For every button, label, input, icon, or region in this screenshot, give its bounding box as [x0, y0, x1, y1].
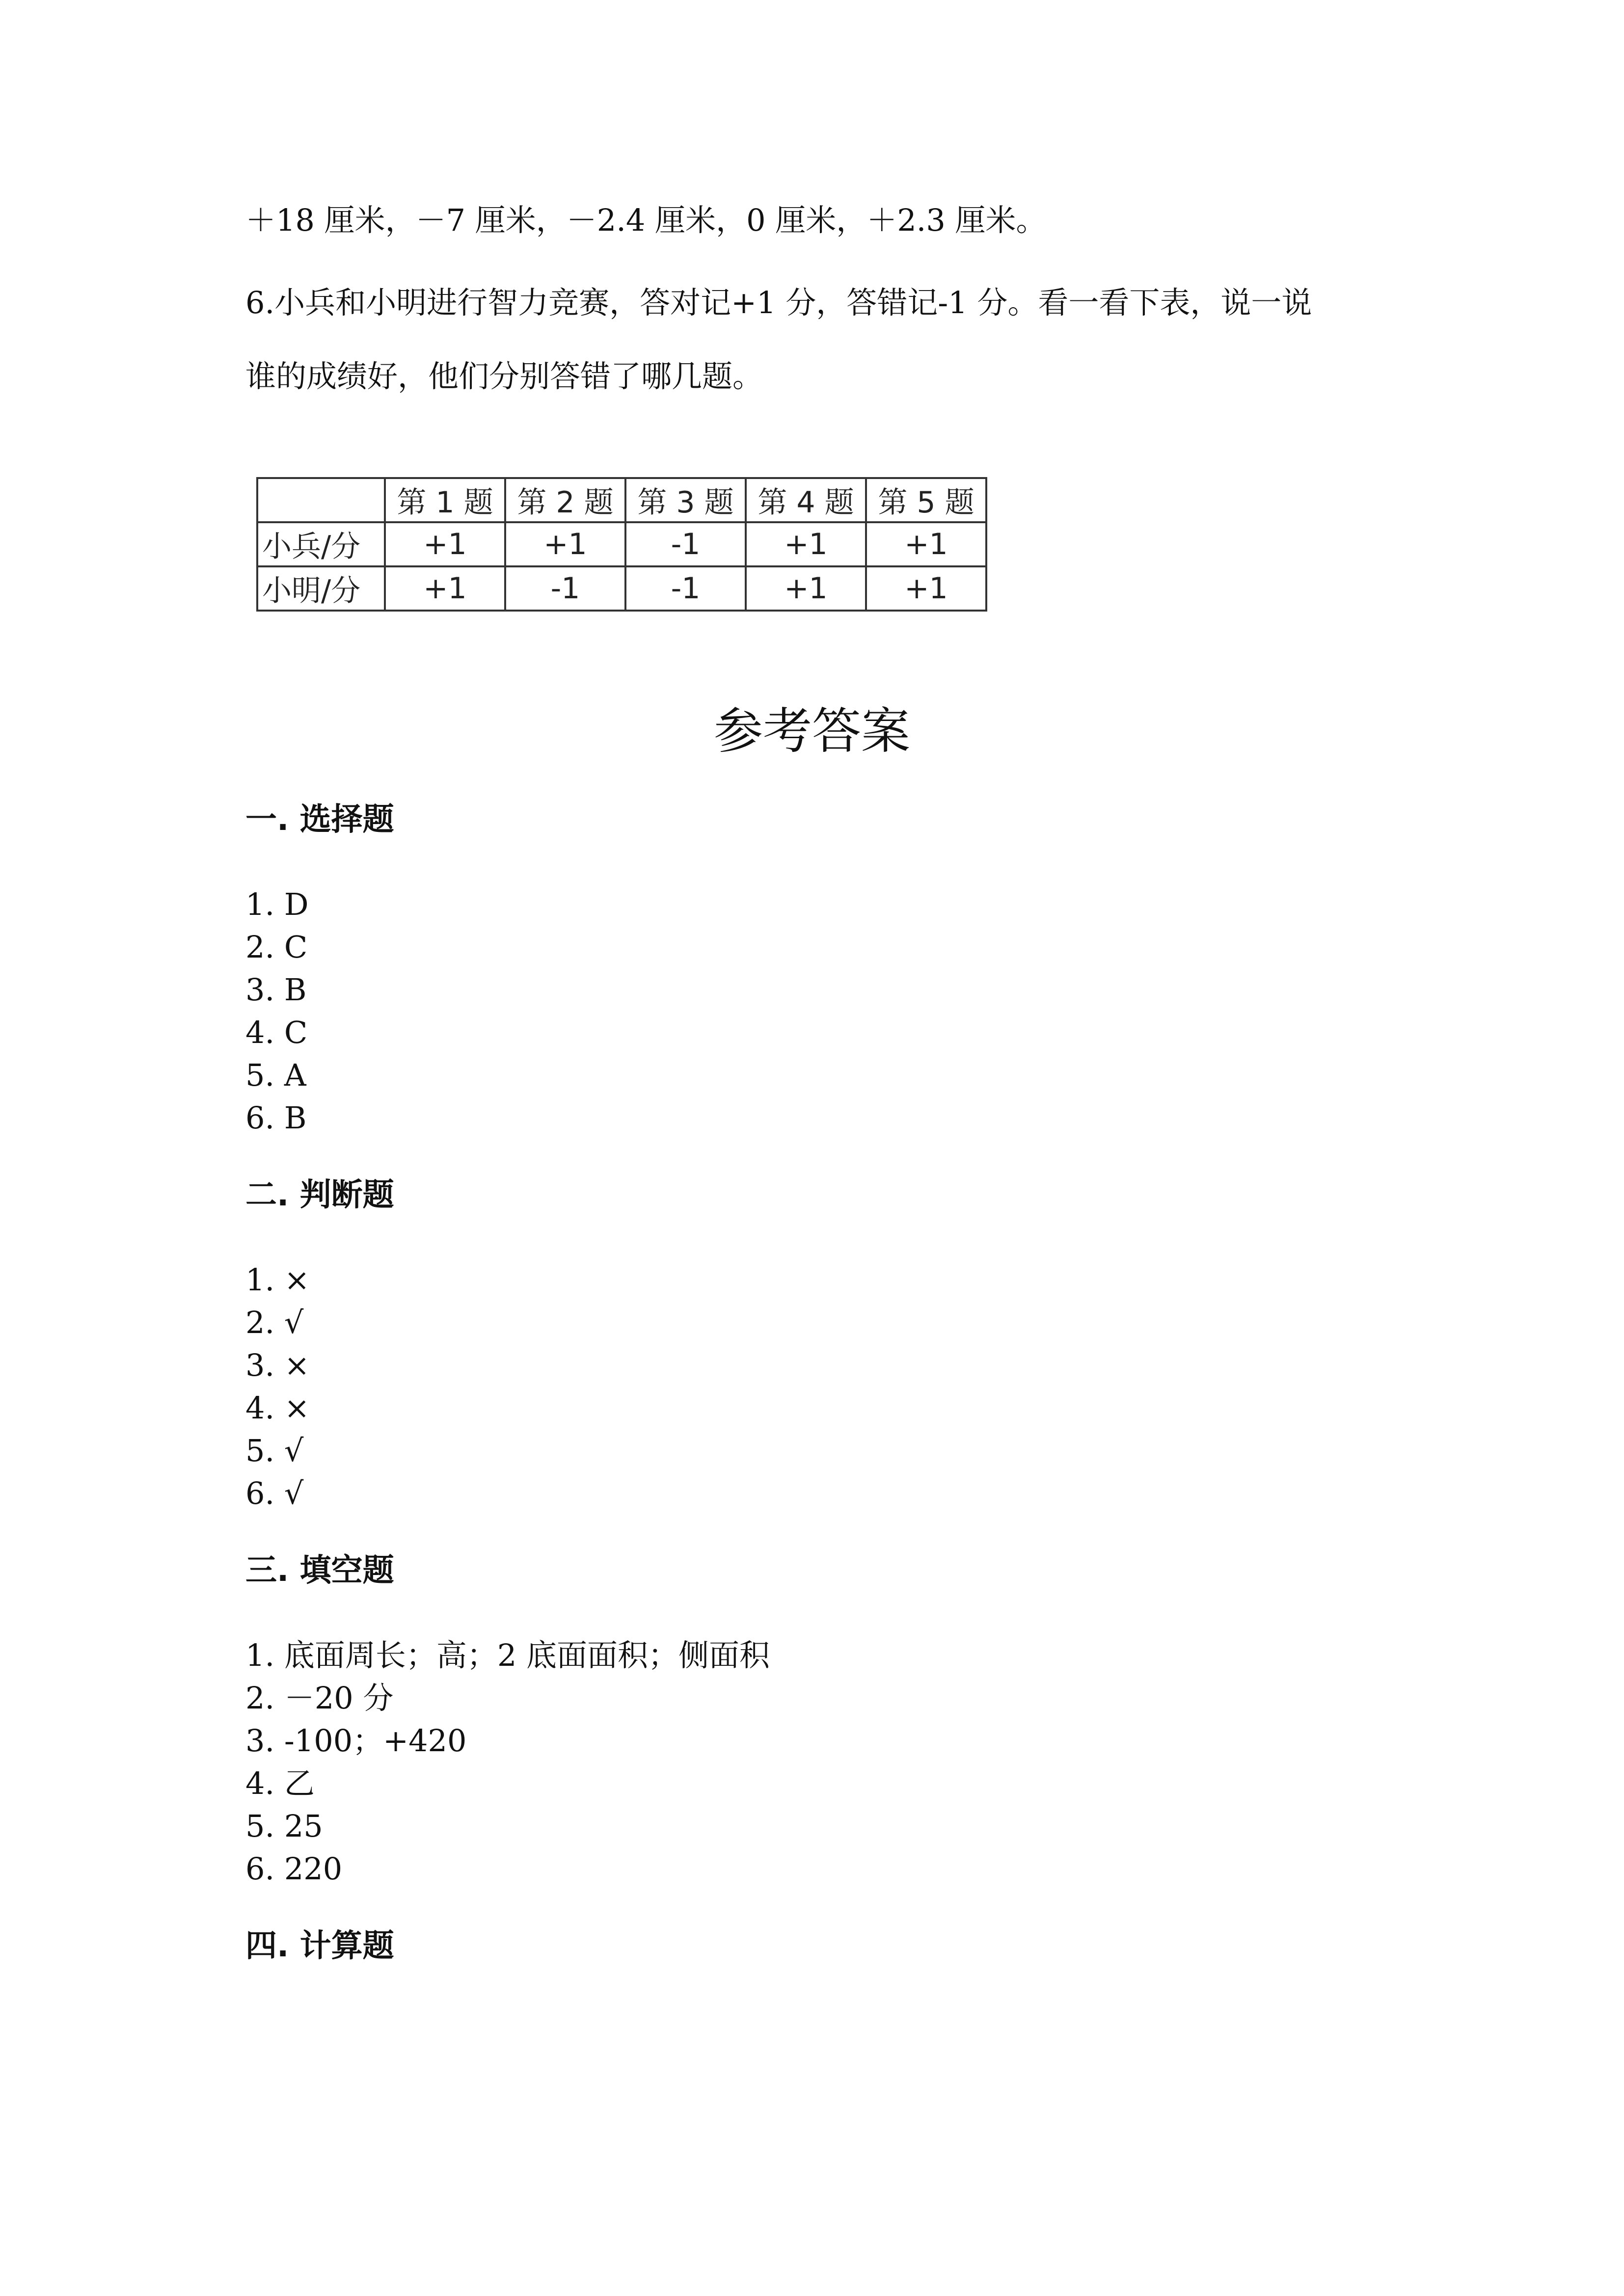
answer-item: 6. 220 [245, 1851, 343, 1887]
section-title-judgement: 二. 判断题 [245, 1177, 394, 1213]
question-6-text-line1: 6.小兵和小明进行智力竞赛，答对记+1 分，答错记-1 分。看一看下表，说一说 [245, 285, 1312, 320]
answer-item: 6. B [245, 1100, 307, 1136]
table-cell: +1 [746, 522, 866, 566]
answer-item: 4. 乙 [245, 1765, 315, 1801]
answer-item: 2. C [245, 929, 308, 965]
answer-item: 4. C [245, 1015, 308, 1050]
question-5-values-line: ＋18 厘米，－7 厘米，－2.4 厘米，0 厘米，＋2.3 厘米。 [245, 202, 1047, 238]
table-row [257, 522, 986, 566]
table-header-cell [257, 478, 385, 522]
table-cell: +1 [866, 522, 986, 566]
section-title-fill-blank: 三. 填空题 [245, 1552, 394, 1589]
answer-item: 3. × [245, 1347, 310, 1383]
answer-item: 1. 底面周长；高；2 底面面积；侧面积 [245, 1637, 770, 1673]
score-table [256, 477, 987, 612]
answer-item: 3. B [245, 972, 307, 1008]
table-cell: +1 [866, 566, 986, 611]
table-cell: +1 [746, 566, 866, 611]
answer-item: 4. × [245, 1390, 310, 1426]
answer-item: 5. √ [245, 1433, 304, 1468]
answer-item: 5. A [245, 1057, 306, 1093]
table-header-cell: 第 4 题 [746, 478, 866, 522]
table-cell: -1 [505, 566, 625, 611]
answer-item: 2. －20 分 [245, 1680, 394, 1716]
table-header-row [257, 478, 986, 522]
answer-item: 2. √ [245, 1305, 304, 1340]
table-row-label: 小兵/分 [257, 522, 385, 566]
answer-item: 6. √ [245, 1475, 304, 1511]
table-header-cell: 第 1 题 [385, 478, 505, 522]
table-cell: +1 [385, 566, 505, 611]
question-6-text-line2: 谁的成绩好，他们分别答错了哪几题。 [245, 358, 763, 394]
table-row [257, 566, 986, 611]
table-cell: -1 [625, 566, 746, 611]
table-cell: +1 [385, 522, 505, 566]
answer-item: 1. D [245, 886, 309, 922]
section-title-choice: 一. 选择题 [245, 801, 394, 838]
table-cell: +1 [505, 522, 625, 566]
answers-title: 参考答案 [714, 702, 910, 760]
table-header-cell: 第 2 题 [505, 478, 625, 522]
section-title-calculation: 四. 计算题 [245, 1928, 394, 1964]
answer-item: 3. -100；+420 [245, 1723, 467, 1759]
answer-item: 5. 25 [245, 1808, 323, 1844]
table-header-cell: 第 3 题 [625, 478, 746, 522]
table-row-label: 小明/分 [257, 566, 385, 611]
answer-item: 1. × [245, 1262, 310, 1298]
table-header-cell: 第 5 题 [866, 478, 986, 522]
table-cell: -1 [625, 522, 746, 566]
